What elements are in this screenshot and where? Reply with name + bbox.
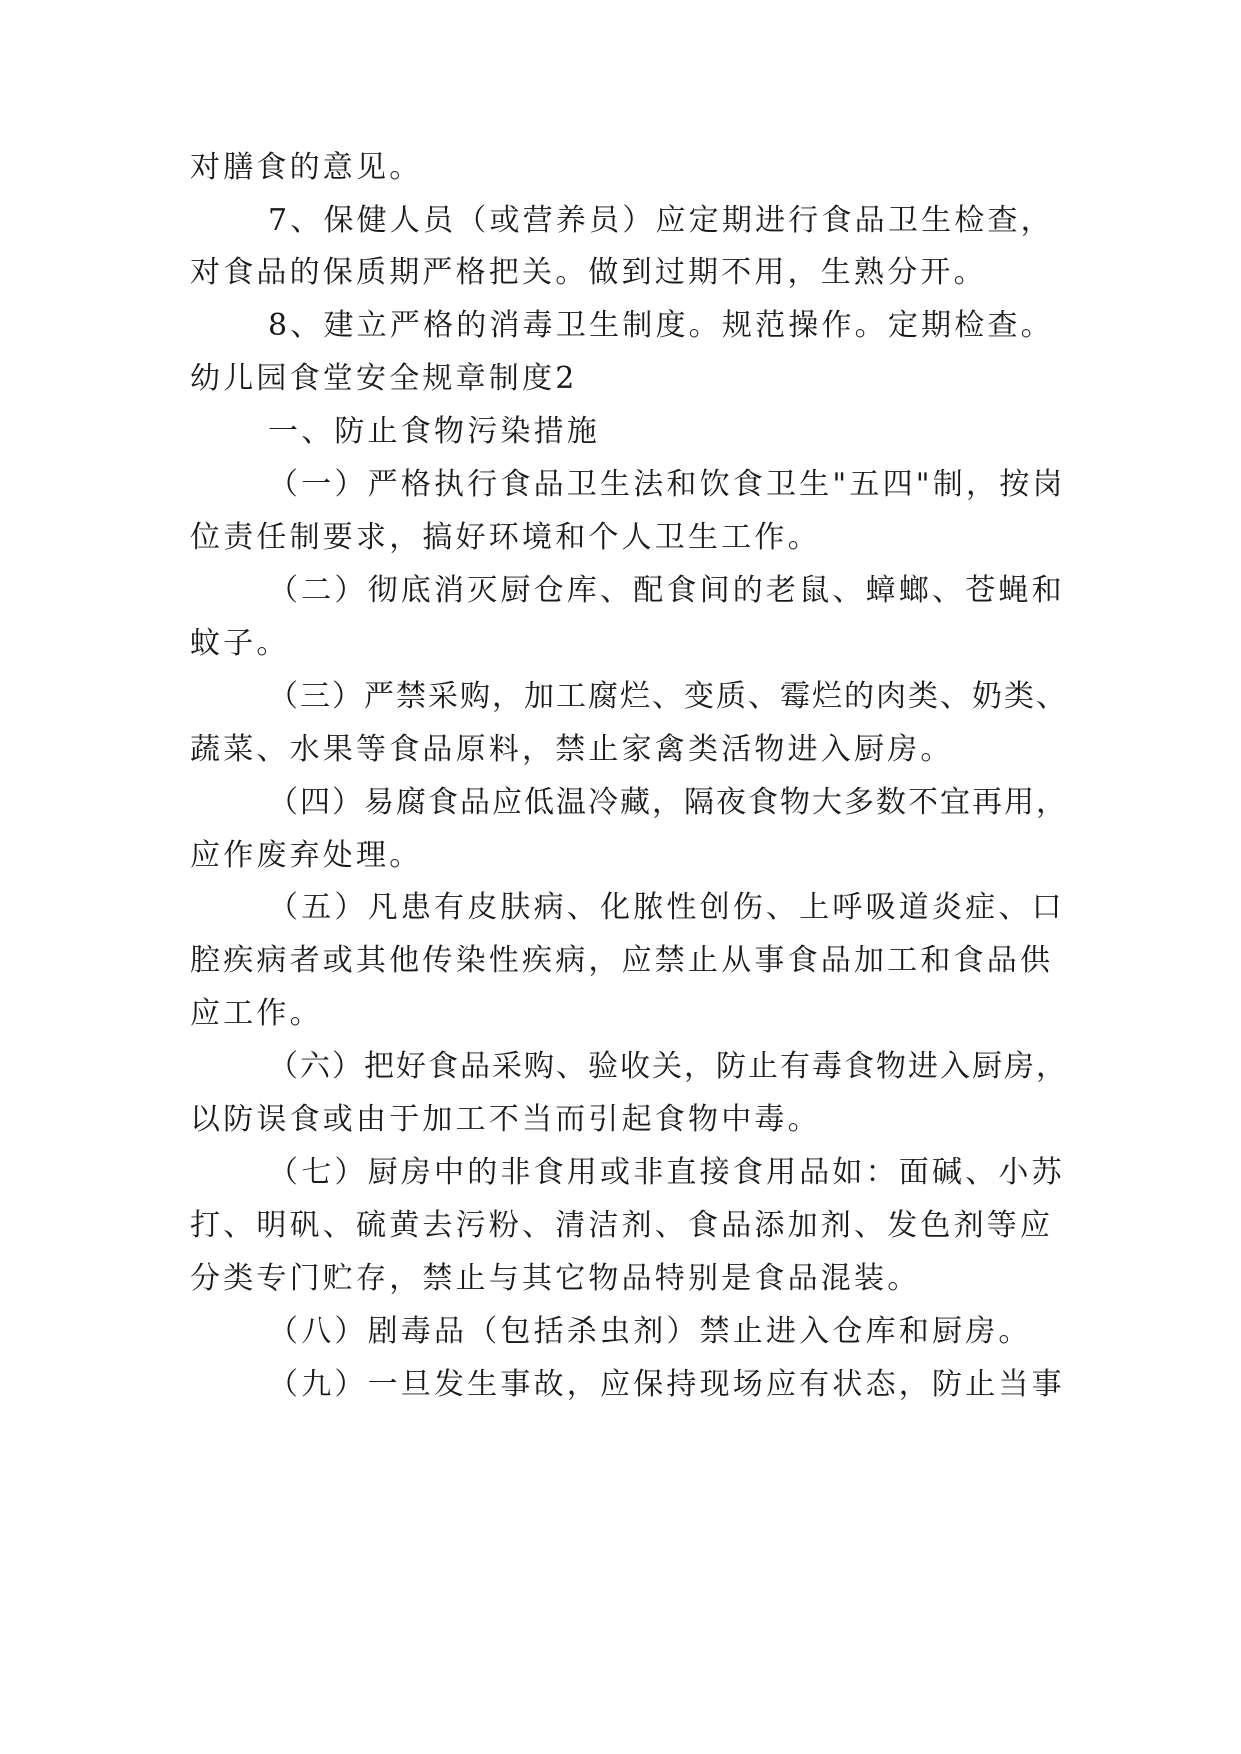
text-line: （六）把好食品采购、验收关，防止有毒食物进入厨房， — [268, 1049, 1068, 1084]
text-line: 以防误食或由于加工不当而引起食物中毒。 — [190, 1102, 821, 1137]
text-line: 打、明矾、硫黄去污粉、清洁剂、食品添加剂、发色剂等应 — [190, 1208, 1054, 1243]
text-line: 对食品的保质期严格把关。做到过期不用，生熟分开。 — [190, 255, 987, 290]
text-line: 蔬菜、水果等食品原料，禁止家禽类活物进入厨房。 — [190, 732, 954, 767]
text-line: 对膳食的意见。 — [190, 150, 423, 185]
text-line: （四）易腐食品应低温冷藏，隔夜食物大多数不宜再用， — [268, 785, 1068, 820]
text-line: 应作废弃处理。 — [190, 838, 423, 873]
text-line: 7、保健人员（或营养员）应定期进行食品卫生检查， — [268, 203, 1054, 238]
text-line: （一）严格执行食品卫生法和饮食卫生"五四"制，按岗 — [268, 467, 1066, 502]
text-line: （三）严禁采购，加工腐烂、变质、霉烂的肉类、奶类、 — [268, 679, 1068, 714]
text-line: 蚊子。 — [190, 626, 290, 661]
subsection-heading: 一、防止食物污染措施 — [268, 414, 600, 449]
text-line: 8、建立严格的消毒卫生制度。规范操作。定期检查。 — [268, 308, 1054, 343]
text-line: （二）彻底消灭厨仓库、配食间的老鼠、蟑螂、苍蝇和 — [268, 573, 1065, 608]
text-line: （九）一旦发生事故，应保持现场应有状态，防止当事 — [268, 1367, 1065, 1402]
text-line: （五）凡患有皮肤病、化脓性创伤、上呼吸道炎症、口 — [268, 890, 1065, 925]
section-heading: 幼儿园食堂安全规章制度2 — [190, 361, 578, 396]
text-line: 腔疾病者或其他传染性疾病，应禁止从事食品加工和食品供 — [190, 943, 1054, 978]
text-line: 位责任制要求，搞好环境和个人卫生工作。 — [190, 520, 821, 555]
text-line: （八）剧毒品（包括杀虫剂）禁止进入仓库和厨房。 — [268, 1314, 1032, 1349]
text-line: 分类专门贮存，禁止与其它物品特别是食品混装。 — [190, 1261, 921, 1296]
text-line: 应工作。 — [190, 996, 323, 1031]
text-line: （七）厨房中的非食用或非直接食用品如：面碱、小苏 — [268, 1155, 1065, 1190]
